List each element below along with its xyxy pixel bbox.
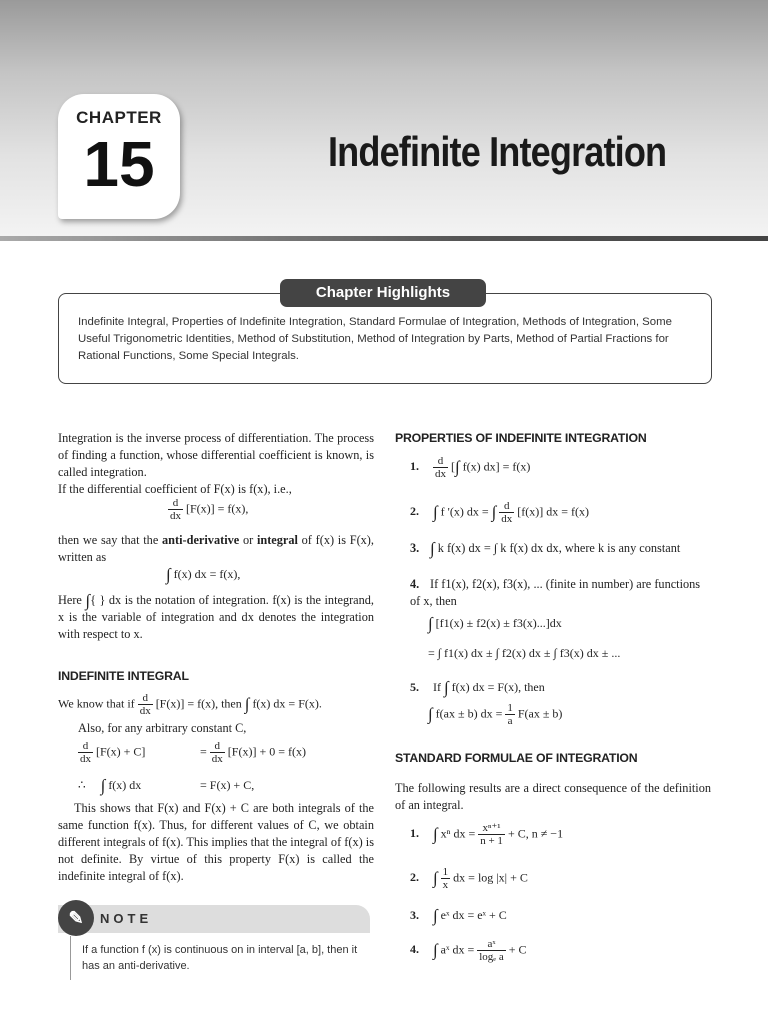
text: f(x) dx = F(x). <box>252 696 322 711</box>
text: f(x) dx] = f(x) <box>462 459 531 474</box>
item-number: 1. <box>410 459 419 474</box>
integral-sign-icon: ∫ <box>433 502 438 522</box>
property-4-eq2: = ∫ f1(x) dx ± ∫ f2(x) dx ± ∫ f3(x) dx ± ... <box>428 646 621 660</box>
text: k f(x) dx = ∫ k f(x) dx dx, where k is any constant <box>437 541 681 555</box>
highlights-label: Chapter Highlights <box>280 279 486 307</box>
term-anti-derivative: anti-derivative <box>162 533 240 547</box>
text: xⁿ dx = <box>440 826 476 841</box>
frac-num: d <box>138 692 153 705</box>
frac-num: 1 <box>507 702 513 714</box>
term-integral: integral <box>256 533 298 547</box>
equation-therefore <box>78 776 141 796</box>
text: then we say that the <box>58 533 163 547</box>
section-standard-formulae: STANDARD FORMULAE OF INTEGRATION <box>395 751 638 765</box>
chapter-label: CHAPTER <box>76 108 162 127</box>
property-4-eq1 <box>428 614 562 634</box>
frac-den: dx <box>170 510 181 522</box>
property-3 <box>410 540 710 557</box>
chapter-title: Indefinite Integration <box>328 128 667 175</box>
item-number: 5. <box>410 680 419 694</box>
note-label: NOTE <box>100 911 153 926</box>
equation-text: [F(x)] = f(x), <box>186 501 249 516</box>
note-text: If a function f (x) is continuous on in interval [a, b], then it has an anti-derivative. <box>82 944 358 972</box>
notation-paragraph: Here ∫{ } dx is the notation of integration. f(x) is the integrand, x is the variable of integration and dx denotes the integration with respect to x. <box>58 591 375 641</box>
frac-den: dx <box>501 513 513 525</box>
text: We know that if <box>58 696 135 711</box>
integral-sign-icon: ∫ <box>100 776 106 795</box>
intro-paragraph <box>58 430 374 498</box>
section-properties: PROPERTIES OF INDEFINITE INTEGRATION <box>395 431 647 445</box>
property-4 <box>410 576 710 610</box>
text: dx = log |x| + C <box>453 870 528 885</box>
frac-num: d <box>78 740 93 753</box>
text: [f(x)] dx = f(x) <box>517 504 590 519</box>
text: eˣ dx = eˣ + C <box>440 908 507 922</box>
item-number: 2. <box>410 870 419 885</box>
integral-sign-icon: ∫ <box>433 940 438 960</box>
fraction-a-log <box>477 938 506 963</box>
text: [f1(x) ± f2(x) ± f3(x)...]dx <box>435 616 562 630</box>
integral-sign-icon: ∫ <box>433 824 438 844</box>
frac-num: d <box>499 500 514 513</box>
formula-1 <box>410 822 563 847</box>
text: + C <box>508 942 527 957</box>
integral-sign-icon: ∫ <box>455 457 460 477</box>
property-2 <box>410 500 589 525</box>
fraction-power <box>478 822 505 847</box>
integral-sign-icon: ∫ <box>85 591 91 610</box>
text: Here <box>58 593 82 607</box>
integral-sign-icon: ∫ <box>444 678 449 697</box>
frac-num: 1 <box>442 866 449 878</box>
frac-num: d <box>433 455 448 468</box>
text: [F(x)] = f(x), then <box>155 696 242 711</box>
chapter-number: 15 <box>83 128 155 200</box>
note-pencil-icon: ✎ <box>58 900 94 936</box>
integral-sign-icon: ∫ <box>166 565 171 584</box>
item-number: 3. <box>410 908 419 922</box>
therefore-symbol: ∴ <box>78 778 86 792</box>
fraction-d-dx <box>168 497 183 522</box>
frac-den: dx <box>211 753 223 765</box>
equation-text: f(x) dx = f(x), <box>173 567 241 581</box>
text: dx is the notation of integration. f(x) is the integrand, x is the variable of integration and dx denotes the integration with respect to x. <box>58 593 375 641</box>
fraction-d-dx <box>210 740 225 765</box>
fraction-1-x <box>441 866 451 891</box>
frac-num: aˣ <box>477 938 506 951</box>
frac-den: x <box>442 879 449 891</box>
text: + C, n ≠ −1 <box>507 826 564 841</box>
equation-constant <box>78 740 145 765</box>
chapter-tab <box>58 94 180 219</box>
section-indefinite-integral: INDEFINITE INTEGRAL <box>58 669 189 683</box>
equation-constant-rhs <box>200 740 306 765</box>
equation-integral <box>166 565 240 585</box>
property-5-eq <box>428 702 562 727</box>
frac-den: dx <box>139 705 151 717</box>
fraction-1-a <box>505 702 515 727</box>
equation-derivative <box>168 497 248 522</box>
formula-2 <box>410 866 528 891</box>
frac-den: n + 1 <box>480 835 503 847</box>
frac-den: logₑ a <box>479 951 504 963</box>
item-number: 1. <box>410 826 419 841</box>
frac-num: d <box>168 497 183 510</box>
text: F(ax ± b) <box>517 706 563 721</box>
intro-text-2: If the differential coefficient of F(x) is f(x), i.e., <box>58 482 292 496</box>
frac-den: dx <box>80 753 91 765</box>
frac-den: dx <box>435 468 446 480</box>
note-divider <box>70 936 71 980</box>
integral-sign-icon: ∫ <box>491 502 497 522</box>
we-know-line <box>58 692 322 717</box>
text: [F(x) + C] <box>96 744 146 759</box>
equation-therefore-rhs: = F(x) + C, <box>200 778 255 792</box>
text: f '(x) dx = <box>440 504 489 519</box>
text: = <box>200 744 210 759</box>
fraction-d-dx <box>499 500 514 525</box>
integral-sign-icon: ∫ <box>433 868 438 888</box>
frac-num: xⁿ⁺¹ <box>478 822 505 835</box>
item-number: 3. <box>410 541 420 555</box>
frac-den: a <box>507 715 513 727</box>
highlights-text: Indefinite Integral, Properties of Indefinite Integration, Standard Formulae of Integration, Methods of Integration, Some Useful Trigonometric Identities, Method of Substitution, Method of Integration by Parts, Method of Partial Fractions for Rational Functions, Some Special Integrals. <box>78 316 672 362</box>
text: f(x) dx <box>108 778 142 792</box>
frac-num: d <box>210 740 225 753</box>
text: If f1(x), f2(x), f3(x), ... (finite in number) are functions of x, then <box>410 577 701 608</box>
integral-sign-icon: ∫ <box>430 539 435 558</box>
intro-text-1: Integration is the inverse process of differentiation. The process of finding a function, whose differential coefficient is known, is called integration. <box>58 431 374 479</box>
integral-sign-icon: ∫ <box>433 906 438 925</box>
item-number: 2. <box>410 504 419 519</box>
text: f(x) dx = F(x), then <box>451 680 545 694</box>
header-rule <box>0 236 768 241</box>
fraction-d-dx <box>78 740 93 765</box>
integral-sign-icon: ∫ <box>244 694 250 714</box>
property-5 <box>410 678 545 698</box>
integral-sign-icon: ∫ <box>428 614 433 633</box>
text: [F(x)] + 0 = f(x) <box>227 744 306 759</box>
integral-sign-icon: ∫ <box>428 704 433 724</box>
also-line: Also, for any arbitrary constant C, <box>78 721 247 735</box>
fraction-d-dx <box>433 455 448 480</box>
antiderivative-paragraph <box>58 532 374 566</box>
text: If <box>433 680 441 694</box>
fraction-d-dx <box>138 692 153 717</box>
formula-3 <box>410 906 507 926</box>
text: or <box>239 533 257 547</box>
text: of f(x) is F(x), written as <box>58 533 374 564</box>
formula-4 <box>410 938 527 963</box>
item-number: 4. <box>410 942 419 957</box>
text: f(ax ± b) dx = <box>435 706 503 721</box>
property-1: 1. $\frac{d}{dx}$ [∫ f(x) dx] = f(x) <box>410 455 531 480</box>
indefinite-paragraph: This shows that F(x) and F(x) + C are both integrals of the same function f(x). Thus, for different values of C, we obtain different integrals of f(x). This implies that the integral of f(x) is not definite. By virtue of this property F(x) is called the indefinite integral of f(x). <box>58 801 374 883</box>
standard-intro: The following results are a direct consequence of the definition of an integral. <box>395 781 711 812</box>
item-number: 4. <box>410 577 420 591</box>
text: aˣ dx = <box>440 942 475 957</box>
